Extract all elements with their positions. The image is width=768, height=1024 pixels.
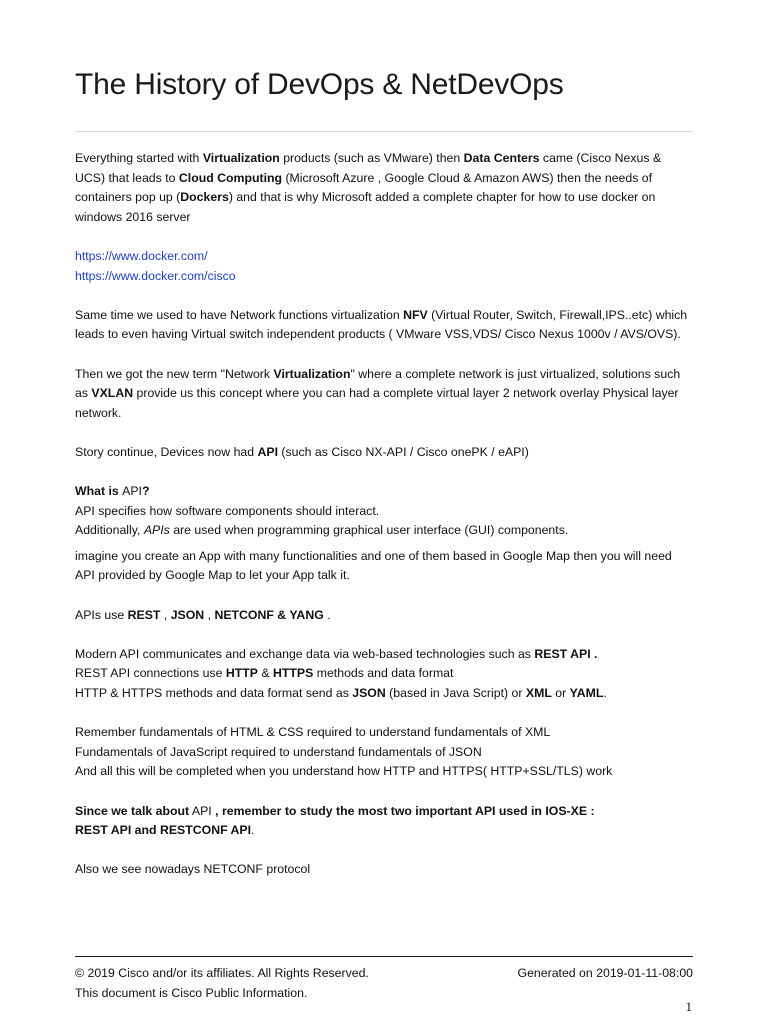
paragraph-api-devices: Story continue, Devices now had API (such as Cisco NX-API / Cisco onePK / eAPI) — [75, 444, 529, 459]
since-api-line: Since we talk about API , remember to study the most two important API used in IOS-XE : — [75, 803, 595, 818]
data-format-line: HTTP & HTTPS methods and data format send as JSON (based in Java Script) or XML or YAML. — [75, 686, 607, 701]
paragraph-nfv: Same time we used to have Network functions virtualization NFV (Virtual Router, Switch, Firewall,IPS..etc) which leads to even having Virtual switch independent products ( VMware VSS,VDS/ Cisco Nexus 1000v / AVS/OVS). — [75, 307, 688, 342]
link-docker — [75, 247, 693, 267]
footer-copyright: © 2019 Cisco and/or its affiliates. All Rights Reserved. — [75, 966, 369, 980]
what-is-api-heading: What is API? — [75, 484, 150, 499]
page-title: The History of DevOps & NetDevOps — [75, 68, 564, 101]
remember-json-line: Fundamentals of JavaScript required to understand fundamentals of JSON — [75, 744, 482, 759]
apis-use-line: APIs use REST , JSON , NETCONF & YANG . — [75, 607, 331, 622]
page-footer — [75, 963, 693, 1003]
docker-cisco-link[interactable]: https://www.docker.com/cisco — [75, 268, 236, 283]
footer-row — [75, 963, 693, 983]
title-divider — [75, 131, 693, 132]
document-body — [75, 149, 693, 880]
footer-public-info: This document is Cisco Public Information. — [75, 986, 308, 1000]
remember-html-line: Remember fundamentals of HTML & CSS required to understand fundamentals of XML — [75, 725, 551, 740]
page-number: 1 — [685, 999, 692, 1014]
modern-api-line: Modern API communicates and exchange data via web-based technologies such as REST API . — [75, 646, 598, 661]
link-docker-cisco — [75, 267, 693, 287]
footer-generated-date: Generated on 2019-01-11-08:00 — [517, 966, 693, 980]
docker-link[interactable]: https://www.docker.com/ — [75, 248, 208, 263]
rest-api-connections-line: REST API connections use HTTP & HTTPS methods and data format — [75, 666, 454, 681]
paragraph-network-virtualization: Then we got the new term "Network Virtualization" where a complete network is just virtualized, solutions such as VXLAN provide us this concept where you can had a complete virtual layer 2 network overlay Physical layer network. — [75, 366, 681, 420]
paragraph-google-map: imagine you create an App with many functionalities and one of them based in Google Map then you will need API provided by Google Map to let your App talk it. — [75, 548, 672, 583]
footer-divider — [75, 956, 693, 957]
api-gui-line: Additionally, APIs are used when programming graphical user interface (GUI) components. — [75, 523, 569, 538]
remember-http-line: And all this will be completed when you understand how HTTP and HTTPS( HTTP+SSL/TLS) work — [75, 764, 613, 779]
paragraph-virtualization: Everything started with Virtualization products (such as VMware) then Data Centers came (Cisco Nexus & UCS) that leads to Cloud Computing (Microsoft Azure , Google Cloud & Amazon AWS) then the needs of containers pop up (Dockers) and that is why Microsoft added a complete chapter for how to use docker on windows 2016 server — [75, 151, 662, 224]
netconf-line: Also we see nowadays NETCONF protocol — [75, 862, 311, 877]
restconf-line: REST API and RESTCONF API. — [75, 823, 255, 838]
api-definition: API specifies how software components should interact. — [75, 503, 380, 518]
